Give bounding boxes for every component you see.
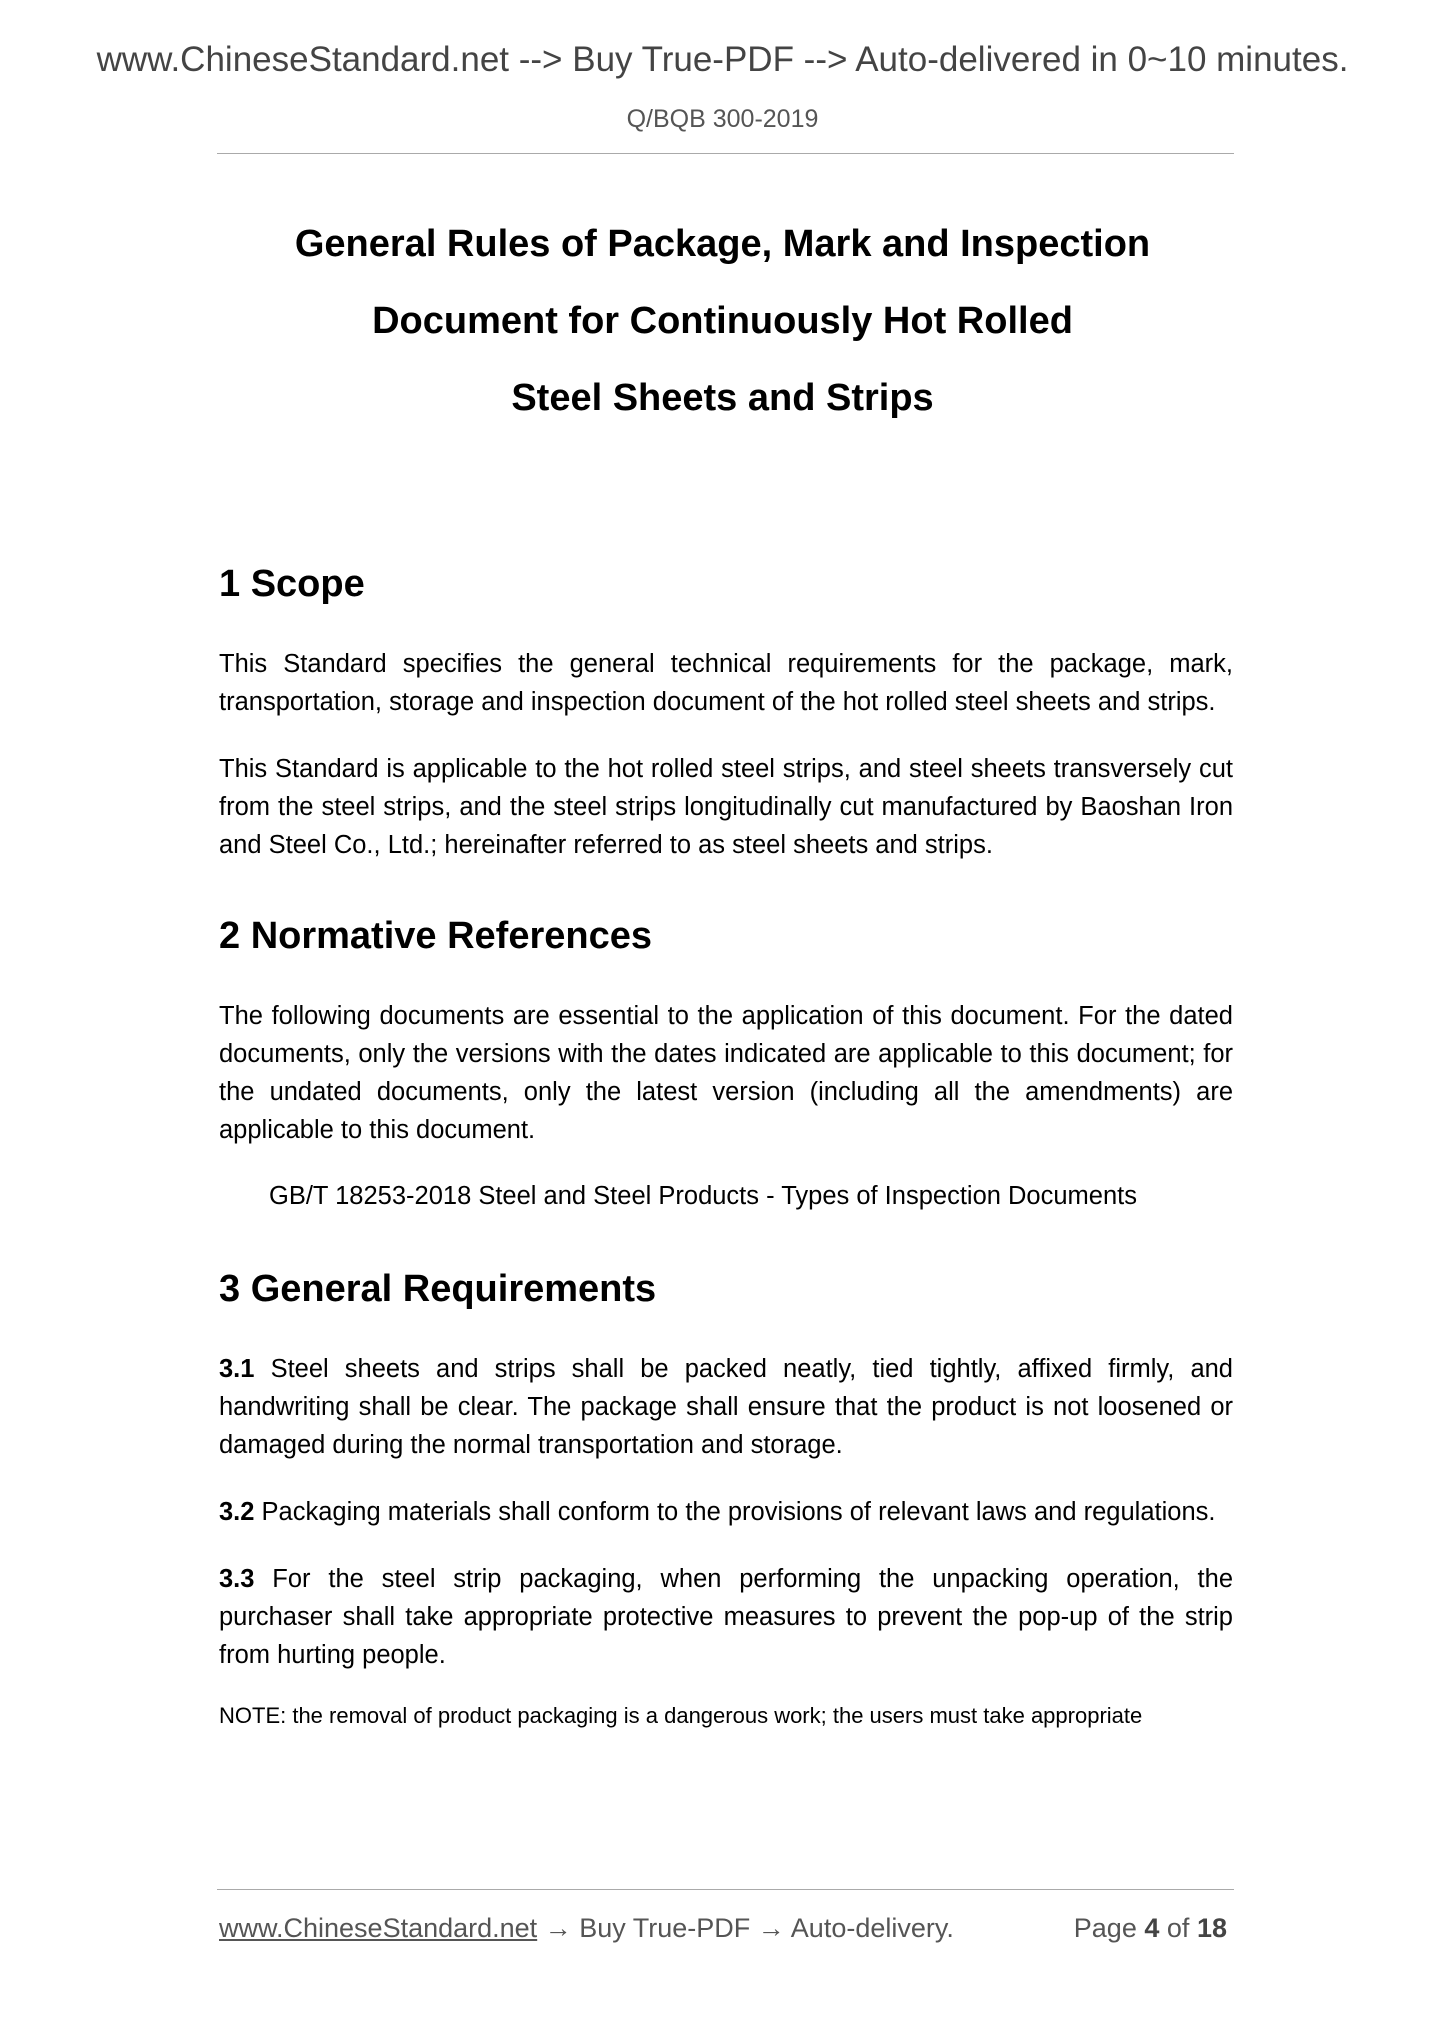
- clause-3-2: [219, 1493, 1233, 1531]
- footer-divider: [217, 1889, 1234, 1890]
- page-number: [1074, 1910, 1227, 1946]
- section-heading-scope: 1 Scope: [219, 563, 365, 605]
- section-heading-normative-references: 2 Normative References: [219, 915, 652, 957]
- footer-website-link[interactable]: www.ChineseStandard.net: [219, 1913, 538, 1943]
- arrow-right-icon: →: [544, 1913, 572, 1943]
- footer-buy-text: Buy True-PDF: [579, 1913, 751, 1943]
- page-footer: [219, 1910, 1233, 1946]
- section-heading-general-requirements: 3 General Requirements: [219, 1268, 657, 1310]
- standard-code: Q/BQB 300-2019: [626, 105, 819, 133]
- clause-number: 3.1: [219, 1355, 255, 1383]
- title-line-2: Document for Continuously Hot Rolled: [372, 300, 1073, 342]
- scope-paragraph-2: This Standard is applicable to the hot rolled steel strips, and steel sheets transversely cut from the steel strips, and the steel strips longitudinally cut manufactured by Baoshan Iron and Steel Co., Ltd.; hereinafter referred to as steel sheets and strips.: [219, 755, 1233, 859]
- footer-delivery-text: Auto-delivery.: [790, 1913, 954, 1943]
- clause-text: Packaging materials shall conform to the provisions of relevant laws and regulations.: [261, 1498, 1216, 1526]
- page-label: Page: [1073, 1913, 1137, 1943]
- clause-text: For the steel strip packaging, when performing the unpacking operation, the purchaser shall take appropriate protective measures to prevent the pop-up of the strip from hurting people.: [219, 1565, 1233, 1669]
- clause-number: 3.3: [219, 1565, 255, 1593]
- page-current: 4: [1144, 1913, 1160, 1943]
- scope-paragraph-1: This Standard specifies the general technical requirements for the package, mark, transportation, storage and inspection document of the hot rolled steel sheets and strips.: [219, 650, 1233, 716]
- document-body: [219, 558, 1233, 1732]
- clause-3-1: [219, 1350, 1233, 1464]
- page-total: 18: [1196, 1913, 1227, 1943]
- note-text: NOTE: the removal of product packaging is a dangerous work; the users must take appropriate: [219, 1703, 1143, 1728]
- document-title: [0, 206, 1445, 437]
- title-line-1: General Rules of Package, Mark and Inspection: [294, 223, 1151, 265]
- title-line-3: Steel Sheets and Strips: [511, 377, 934, 419]
- top-banner: www.ChineseStandard.net --> Buy True-PDF --> Auto-delivered in 0~10 minutes.: [96, 40, 1349, 79]
- clause-3-3: [219, 1560, 1233, 1674]
- clause-number: 3.2: [219, 1498, 255, 1526]
- page-of: of: [1166, 1913, 1190, 1943]
- arrow-right-icon: →: [757, 1913, 785, 1943]
- normative-paragraph: The following documents are essential to the application of this document. For the dated documents, only the versions with the dates indicated are applicable to this document; for the undated documents, only the latest version (including all the amendments) are applicable to this document.: [219, 1002, 1233, 1144]
- clause-text: Steel sheets and strips shall be packed neatly, tied tightly, affixed firmly, and handwriting shall be clear. The package shall ensure that the product is not loosened or damaged during the normal transportation and storage.: [219, 1355, 1233, 1459]
- header-divider: [217, 153, 1234, 154]
- reference-item: GB/T 18253-2018 Steel and Steel Products - Types of Inspection Documents: [269, 1182, 1137, 1210]
